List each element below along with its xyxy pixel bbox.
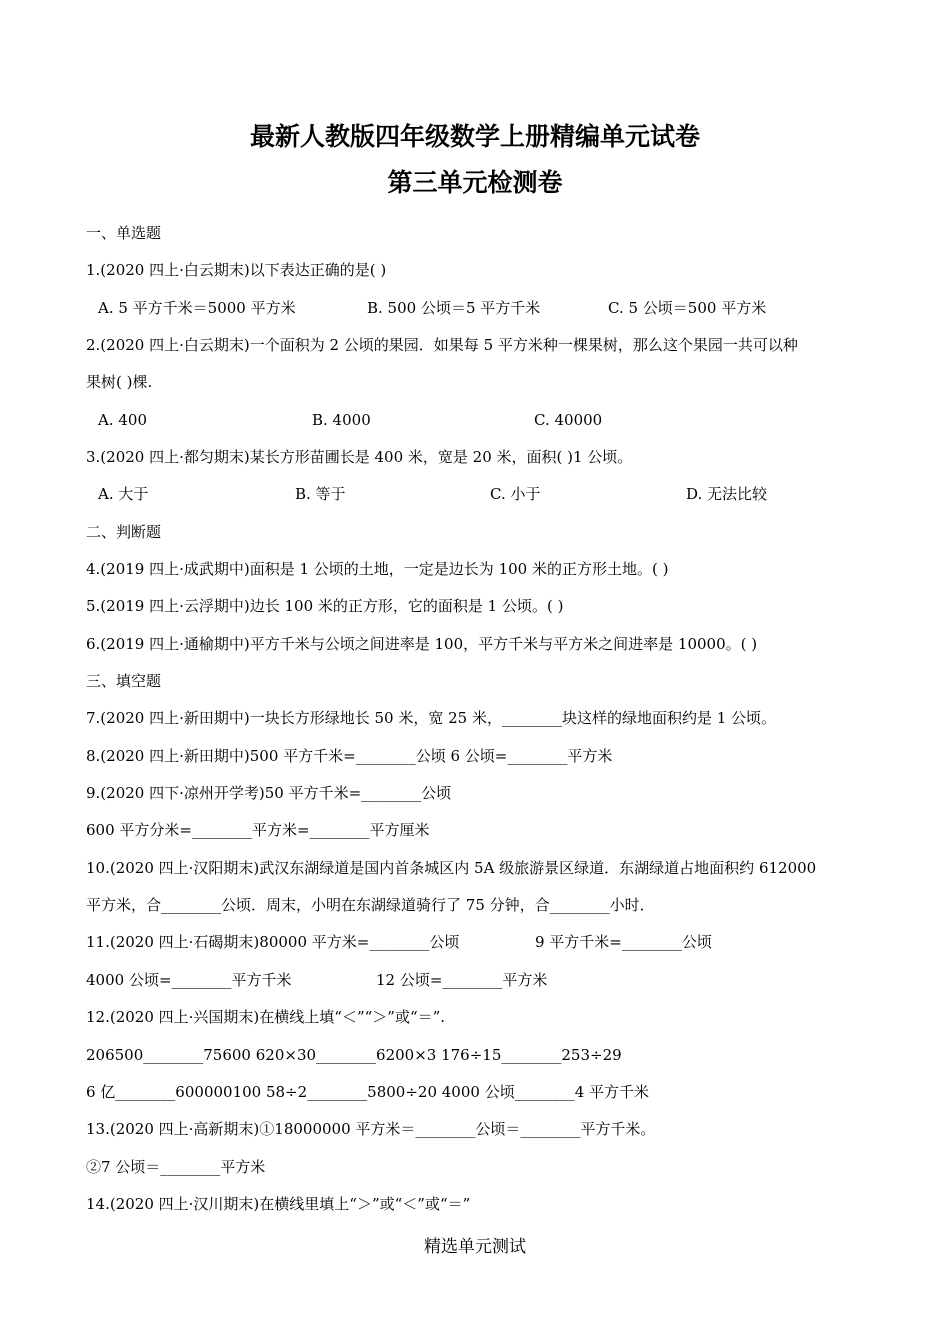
question-11-line-1a: 11.(2020 四上·石碣期末)80000 平方米=________公顷 <box>86 933 460 951</box>
question-12-line-2: 206500________75600 620×30________6200×3 176÷15________253÷29 <box>86 1046 622 1064</box>
page-title: 最新人教版四年级数学上册精编单元试卷 <box>249 122 700 151</box>
question-13-line-2: ②7 公顷＝________平方米 <box>86 1158 266 1176</box>
question-3-option-d: D. 无法比较 <box>686 485 768 503</box>
question-9-line-2: 600 平方分米=________平方米=________平方厘米 <box>86 821 430 839</box>
question-14: 14.(2020 四上·汉川期末)在横线里填上“＞”或“＜”或“＝” <box>86 1195 471 1213</box>
question-5: 5.(2019 四上·云浮期中)边长 100 米的正方形，它的面积是 1 公顷。( ) <box>86 597 564 615</box>
question-3-option-a: A. 大于 <box>98 485 149 503</box>
question-11-line-1b: 9 平方千米=________公顷 <box>535 933 712 951</box>
page-subtitle: 第三单元检测卷 <box>387 168 563 197</box>
question-12-line-1: 12.(2020 四上·兴国期末)在横线上填“＜”“＞”或“＝”. <box>86 1008 446 1026</box>
question-7: 7.(2020 四上·新田期中)一块长方形绿地长 50 米，宽 25 米，________块这样的绿地面积约是 1 公顷。 <box>86 709 777 727</box>
question-6: 6.(2019 四上·通榆期中)平方千米与公顷之间进率是 100，平方千米与平方米之间进率是 10000。( ) <box>86 635 758 653</box>
page-footer: 精选单元测试 <box>424 1237 526 1257</box>
question-1-option-c: C. 5 公顷＝500 平方米 <box>608 299 767 317</box>
question-11-line-2b: 12 公顷=________平方米 <box>376 971 548 989</box>
section-heading-true-false: 二、判断题 <box>86 523 162 541</box>
question-3-option-b: B. 等于 <box>295 485 346 503</box>
question-1-option-b: B. 500 公顷＝5 平方千米 <box>367 299 541 317</box>
question-12-line-3: 6 亿________600000100 58÷2________5800÷20 4000 公顷________4 平方千米 <box>86 1083 650 1101</box>
question-10-line-2: 平方米，合________公顷．周末，小明在东湖绿道骑行了 75 分钟，合________小时． <box>86 896 655 914</box>
section-heading-fill-blank: 三、填空题 <box>86 672 162 690</box>
question-4: 4.(2019 四上·成武期中)面积是 1 公顷的土地，一定是边长为 100 米的正方形土地。( ) <box>86 560 669 578</box>
question-2-option-c: C. 40000 <box>534 411 603 429</box>
question-9-line-1: 9.(2020 四下·凉州开学考)50 平方千米=________公顷 <box>86 784 452 802</box>
question-13-line-1: 13.(2020 四上·高新期末)①18000000 平方米＝________公顷＝________平方千米。 <box>86 1120 656 1138</box>
question-11-line-2a: 4000 公顷=________平方千米 <box>86 971 292 989</box>
question-2-option-b: B. 4000 <box>312 411 371 429</box>
question-2-option-a: A. 400 <box>98 411 147 429</box>
question-1-option-a: A. 5 平方千米＝5000 平方米 <box>98 299 296 317</box>
section-heading-single-choice: 一、单选题 <box>86 224 162 242</box>
question-1-stem: 1.(2020 四上·白云期末)以下表达正确的是( ) <box>86 261 387 279</box>
question-2-stem-line-2: 果树( )棵. <box>86 373 153 391</box>
question-8: 8.(2020 四上·新田期中)500 平方千米=________公顷 6 公顷=________平方米 <box>86 747 613 765</box>
question-10-line-1: 10.(2020 四上·汉阳期末)武汉东湖绿道是国内首条城区内 5A 级旅游景区绿道．东湖绿道占地面积约 612000 <box>86 859 817 877</box>
question-3-option-c: C. 小于 <box>490 485 541 503</box>
question-3-stem: 3.(2020 四上·都匀期末)某长方形苗圃长是 400 米，宽是 20 米，面积( )1 公顷。 <box>86 448 633 466</box>
question-2-stem-line-1: 2.(2020 四上·白云期末)一个面积为 2 公顷的果园．如果每 5 平方米种一棵果树，那么这个果园一共可以种 <box>86 336 798 354</box>
